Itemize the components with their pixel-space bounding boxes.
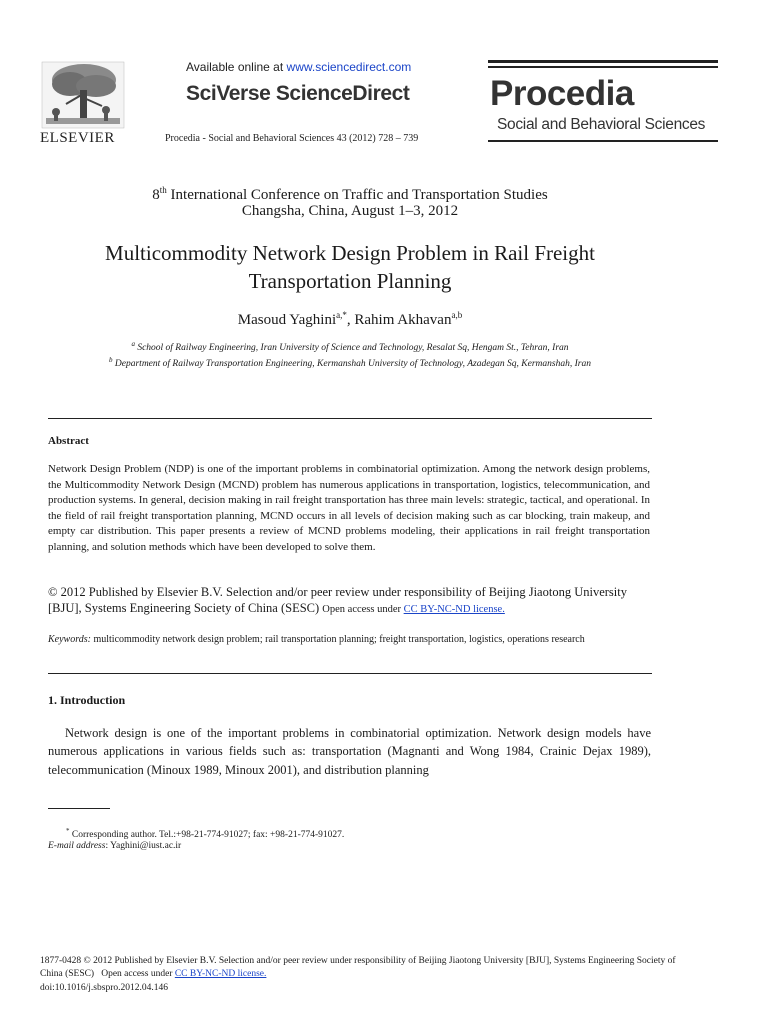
introduction-body: Network design is one of the important problems in combinatorial optimization. Network design models have numerous applications in various fields such as: transportation (Magnanti and Wong 1984, Crainic Dejax 1989), telecommunication (Minoux 1989, Minoux 2001), and distribution planning	[48, 726, 651, 777]
publisher-name: ELSEVIER	[40, 130, 115, 146]
doi: doi:10.1016/j.sbspro.2012.04.146	[40, 982, 168, 993]
journal-citation: Procedia - Social and Behavioral Sciences 43 (2012) 728 – 739	[165, 133, 419, 144]
author-list: Masoud Yaghini$^{a,*}$, Rahim Akhavan$^{a,b}$	[237, 310, 463, 328]
section-divider	[48, 673, 652, 674]
abstract-heading: Abstract	[48, 435, 89, 447]
affiliation-a: $^a$ School of Railway Engineering, Iran University of Science and Technology, Resalat Sq, Hengam St., Tehran, Iran	[131, 340, 569, 354]
copyright-notice: © 2012 Published by Elsevier B.V. Selection and/or peer review under responsibility of Beijing Jiaotong University [BJU], Systems Engineering Society of China (SESC) Open access under CC BY-NC-ND license.	[48, 585, 627, 615]
keywords: Keywords: multicommodity network design problem; rail transportation planning; freight transportation, logistics, operations research	[48, 634, 585, 645]
sciencedirect-link[interactable]: www.sciencedirect.com	[286, 60, 412, 74]
procedia-rule	[488, 60, 718, 63]
section-divider	[48, 418, 652, 419]
conference-location: Changsha, China, August 1–3, 2012	[241, 203, 459, 219]
platform-name: SciVerse ScienceDirect	[186, 82, 410, 105]
corresponding-author-note: * Corresponding author. Tel.:+98-21-774-91027; fax: +98-21-774-91027.	[66, 827, 345, 841]
email-note: E-mail address: Yaghini@iust.ac.ir	[48, 841, 182, 851]
conference-name: 8th International Conference on Traffic and Transportation Studies	[152, 185, 548, 203]
license-link[interactable]: CC BY-NC-ND license.	[403, 603, 505, 615]
paper-title-line2: Transportation Planning	[248, 269, 452, 293]
footer-license-link[interactable]: CC BY-NC-ND license.	[174, 969, 267, 980]
paper-title: Multicommodity Network Design Problem in Rail Freight	[105, 241, 595, 265]
abstract-body: Network Design Problem (NDP) is one of the important problems in combinatorial optimization. Among the network design problems, the Multicommodity Network Design (MCND) problem has numerous applications in transportation, logistics, telecommunication, and production systems. In general, decision making in rail freight transportation has three main levels: strategic, tactical, and operational. In the field of rail freight transportation planning, MCND occurs in all levels of decision making such as car blocking, train makeup, and empty car distribution. This paper presents a review of MCND problems modeling, their applications in rail freight transportation planning, and solution methods which have been developed to solve them.	[48, 463, 650, 553]
procedia-rule	[488, 140, 718, 142]
available-online: Available online at www.sciencedirect.com	[186, 60, 412, 74]
procedia-subtitle: Social and Behavioral Sciences	[497, 116, 706, 133]
procedia-title: Procedia	[490, 74, 634, 113]
page-footer: 1877-0428 © 2012 Published by Elsevier B.V. Selection and/or peer review under responsibility of Beijing Jiaotong University [BJU], Systems Engineering Society of China (SESC) Open access under CC BY-NC-ND license. doi:10.1016/j.sbspro.2012.04.146	[40, 956, 676, 993]
footnote-rule	[48, 808, 110, 809]
introduction-heading: 1. Introduction	[48, 693, 126, 707]
affiliation-b: $^b$ Department of Railway Transportation Engineering, Kermanshah University of Technology, Azadegan Sq, Kermanshah, Iran	[109, 356, 591, 370]
procedia-rule	[488, 66, 718, 68]
